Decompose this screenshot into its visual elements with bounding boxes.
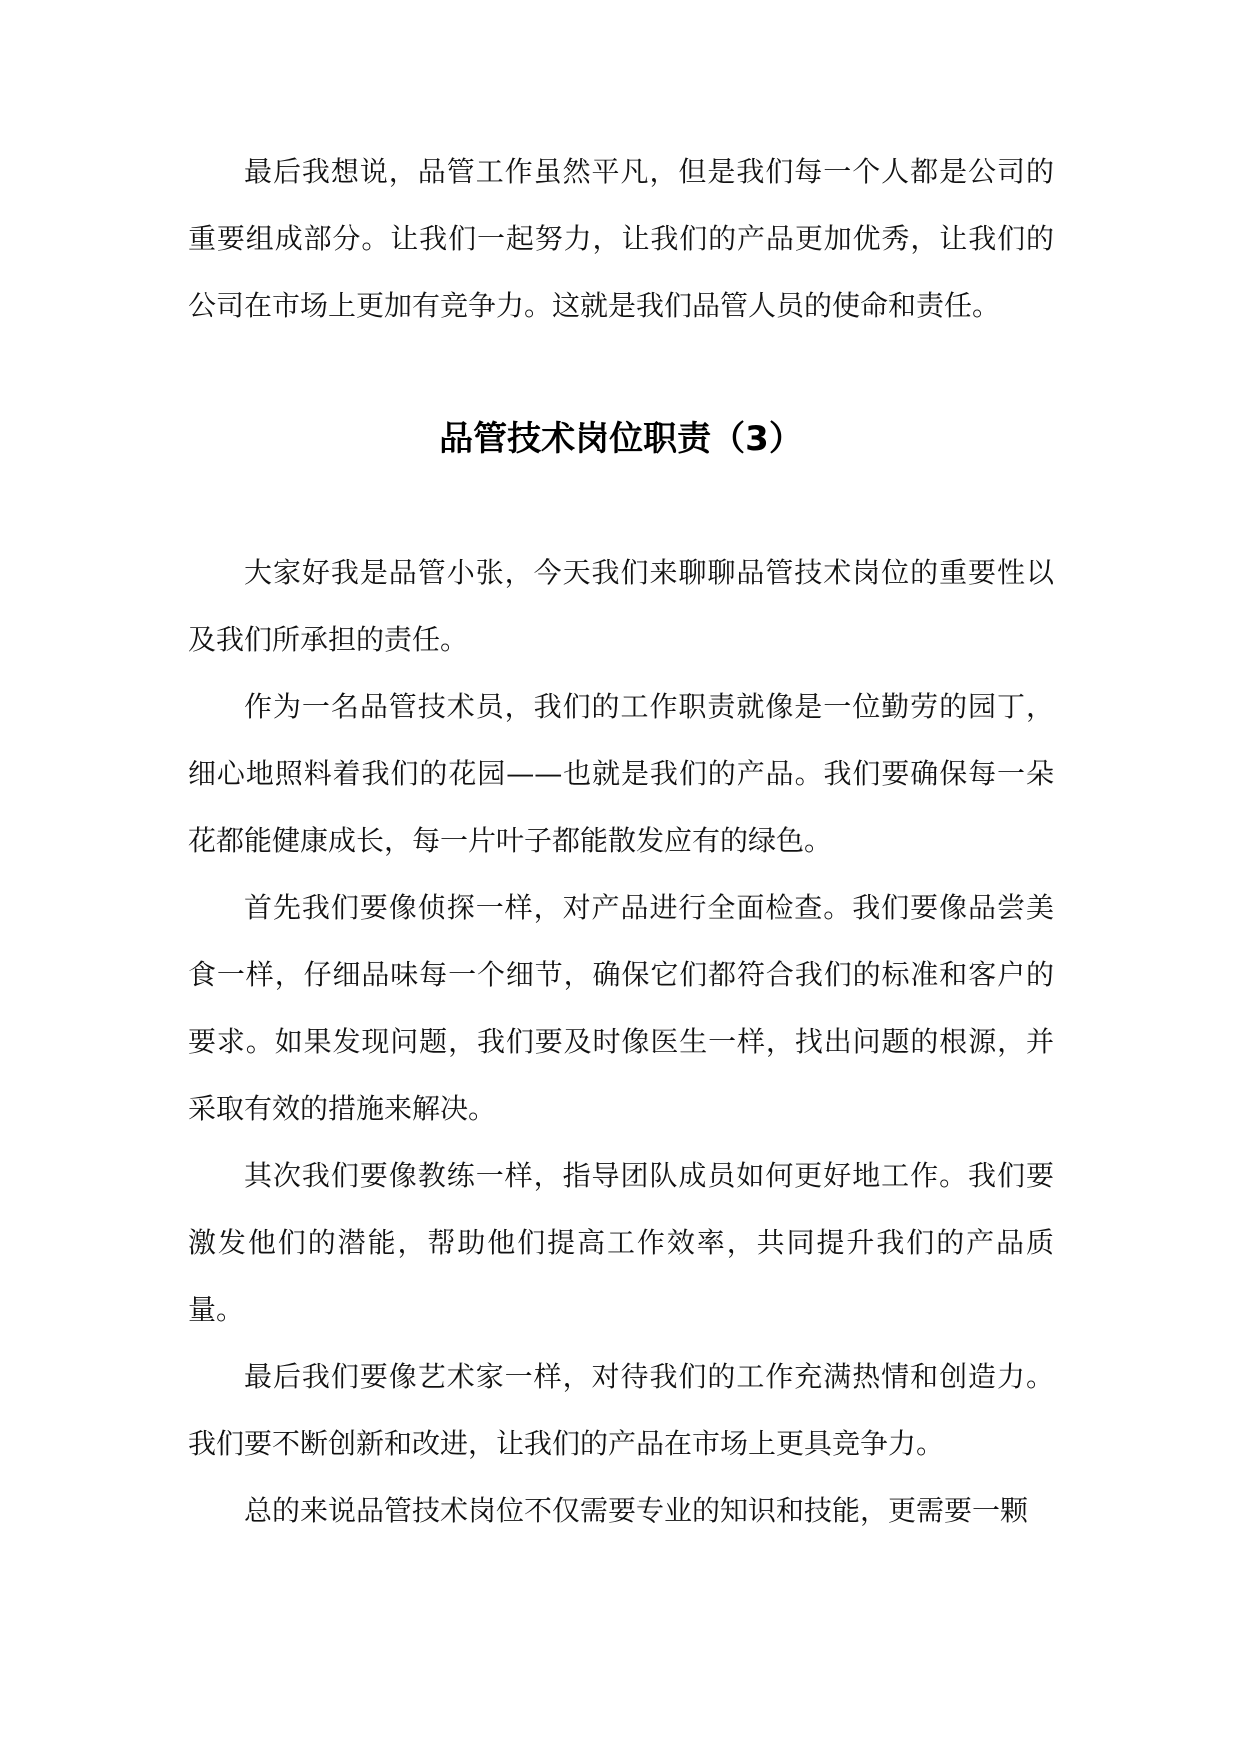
paragraph-2: 作为一名品管技术员，我们的工作职责就像是一位勤劳的园丁，细心地照料着我们的花园——也就是我们的产品。我们要确保每一朵花都能健康成长，每一片叶子都能散发应有的绿色。 xyxy=(188,690,1054,857)
document-body xyxy=(188,138,1054,1544)
paragraph-5: 最后我们要像艺术家一样，对待我们的工作充满热情和创造力。我们要不断创新和改进，让我们的产品在市场上更具竞争力。 xyxy=(188,1360,1054,1460)
paragraph-3: 首先我们要像侦探一样，对产品进行全面检查。我们要像品尝美食一样，仔细品味每一个细节，确保它们都符合我们的标准和客户的要求。如果发现问题，我们要及时像医生一样，找出问题的根源，并采取有效的措施来解决。 xyxy=(188,891,1054,1125)
section-title: 品管技术岗位职责（3） xyxy=(439,419,803,459)
paragraph-1: 大家好我是品管小张，今天我们来聊聊品管技术岗位的重要性以及我们所承担的责任。 xyxy=(188,556,1054,656)
paragraph-6: 总的来说品管技术岗位不仅需要专业的知识和技能，更需要一颗 xyxy=(244,1494,1029,1527)
paragraph-4: 其次我们要像教练一样，指导团队成员如何更好地工作。我们要激发他们的潜能，帮助他们提高工作效率，共同提升我们的产品质量。 xyxy=(188,1159,1054,1326)
intro-paragraph: 最后我想说，品管工作虽然平凡，但是我们每一个人都是公司的重要组成部分。让我们一起努力，让我们的产品更加优秀，让我们的公司在市场上更加有竞争力。这就是我们品管人员的使命和责任。 xyxy=(188,155,1054,322)
section-heading-wrapper xyxy=(188,339,1054,539)
